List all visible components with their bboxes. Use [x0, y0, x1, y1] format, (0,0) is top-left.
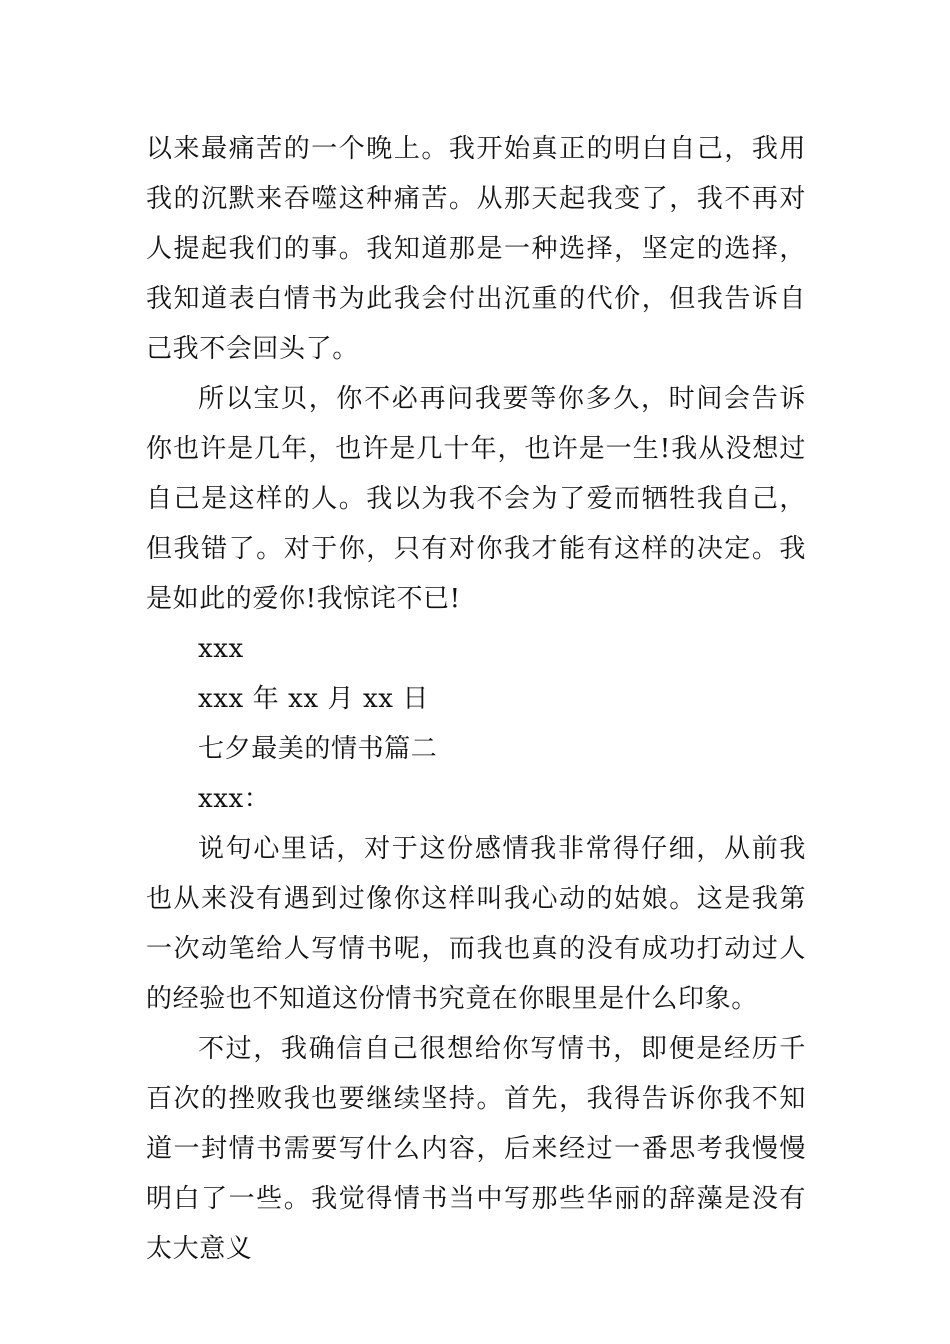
- section-heading: 七夕最美的情书篇二: [198, 734, 438, 764]
- date-line: xxx 年 xx 月 xx 日: [198, 684, 429, 714]
- paragraph: 所以宝贝，你不必再问我要等你多久，时间会告诉你也许是几年，也许是几十年，也许是一生!我从没想过自己是这样的人。我以为我不会为了爱而牺牲我自己，但我错了。对于你，只有对你我才能有这样的决定。我是如此的爱你!我惊诧不已!: [146, 384, 806, 614]
- paragraph: 说句心里话，对于这份感情我非常得仔细，从前我也从来没有遇到过像你这样叫我心动的姑娘。这是我第一次动笔给人写情书呢，而我也真的没有成功打动过人的经验也不知道这份情书究竟在你眼里是什么印象。: [146, 834, 806, 1014]
- paragraph-continued: 以来最痛苦的一个晚上。我开始真正的明白自己，我用我的沉默来吞噬这种痛苦。从那天起我变了，我不再对人提起我们的事。我知道那是一种选择，坚定的选择，我知道表白情书为此我会付出沉重的代价，但我告诉自己我不会回头了。: [146, 134, 806, 364]
- paragraph: 不过，我确信自己很想给你写情书，即便是经历千百次的挫败我也要继续坚持。首先，我得告诉你我不知道一封情书需要写什么内容，后来经过一番思考我慢慢明白了一些。我觉得情书当中写那些华丽的辞藻是没有太大意义: [146, 1034, 806, 1264]
- signature: xxx: [198, 634, 244, 664]
- salutation: xxx：: [198, 784, 271, 814]
- document-page: [146, 124, 806, 1274]
